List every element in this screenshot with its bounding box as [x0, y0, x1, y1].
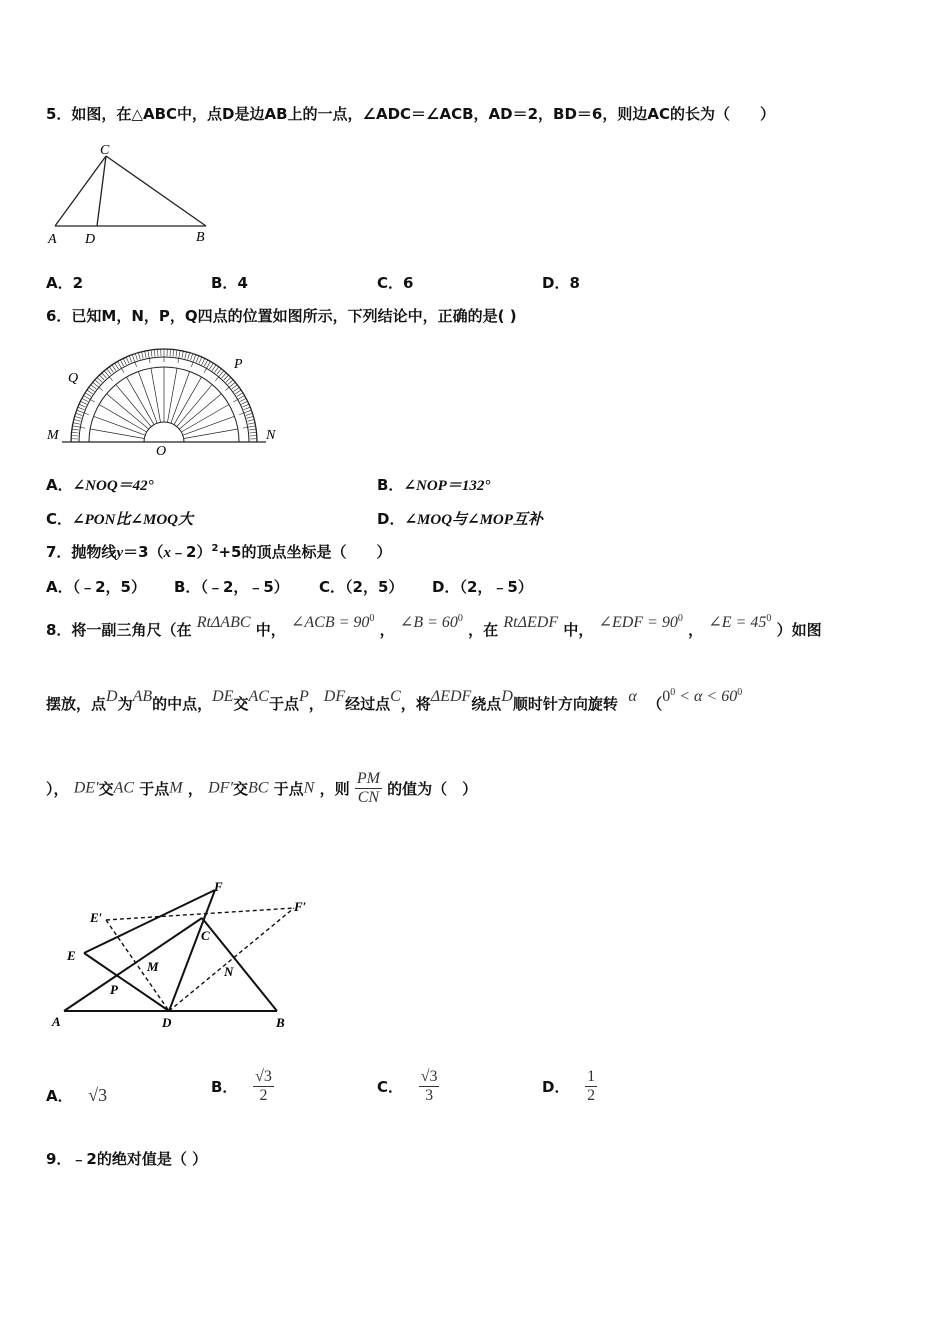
protractor-tick	[217, 369, 221, 375]
q5-option-d[interactable]: D．8	[542, 274, 580, 292]
protractor-ray	[171, 372, 190, 424]
protractor-tick	[115, 363, 119, 369]
protractor-tick	[74, 420, 81, 422]
protractor-tick	[176, 350, 177, 357]
protractor-tick	[228, 380, 233, 385]
q8-label-c: C	[201, 928, 210, 943]
protractor-tick	[243, 426, 256, 428]
protractor-tick	[191, 354, 193, 361]
q5-option-c[interactable]: C．6	[377, 274, 414, 292]
protractor-tick	[226, 377, 231, 382]
q7-option-a[interactable]: A．（﹣2，5）	[46, 578, 146, 596]
q5-label-b: B	[196, 230, 205, 245]
protractor-tick	[246, 413, 253, 415]
q5-option-a[interactable]: A．2	[46, 274, 84, 292]
q6-stem: 6．已知M，N，P，Q四点的位置如图所示，下列结论中，正确的是( )	[46, 307, 517, 325]
protractor-ray	[90, 429, 144, 439]
protractor-ray	[151, 368, 161, 422]
q8-label-m: M	[147, 959, 159, 974]
protractor-tick	[240, 398, 246, 401]
protractor-tick	[215, 367, 219, 373]
protractor-ray	[184, 429, 238, 439]
protractor-tick	[123, 358, 126, 364]
protractor-ray	[181, 405, 229, 433]
protractor-tick	[234, 387, 240, 391]
q8-option-b[interactable]: B． $\frac{√3}{2}$	[211, 1068, 272, 1104]
q5-stem: 5．如图，在△ABC中，点D是边AB上的一点，∠ADC＝∠ACB，AD＝2，BD＝6，则边AC的长为（ ）	[46, 105, 775, 123]
protractor-tick	[241, 401, 247, 404]
protractor-tick	[95, 380, 100, 385]
q6-protractor-figure	[44, 338, 284, 458]
protractor-tick	[82, 398, 88, 401]
protractor-tick	[185, 352, 187, 359]
q8-label-b: B	[276, 1015, 285, 1030]
q6-label-m: M	[47, 428, 59, 443]
q8-label-f1: F′	[294, 899, 307, 914]
q8-option-a[interactable]: A． √3	[46, 1085, 108, 1105]
q6-label-q: Q	[68, 371, 79, 386]
q6-option-b[interactable]: B．∠NOP＝132°	[377, 476, 491, 494]
protractor-tick	[85, 393, 91, 397]
protractor-tick	[243, 404, 249, 407]
protractor-tick	[248, 423, 255, 424]
protractor-tick	[89, 387, 95, 391]
protractor-tick	[87, 390, 93, 394]
protractor-tick	[107, 369, 111, 375]
protractor-tick	[99, 375, 104, 380]
protractor-tick	[173, 350, 174, 357]
q6-option-d[interactable]: D．∠MOQ与∠MOP互补	[377, 510, 543, 528]
protractor-tick	[178, 350, 180, 363]
protractor-tick	[224, 375, 229, 380]
protractor-tick	[222, 373, 227, 378]
q8-label-d: D	[162, 1015, 172, 1030]
protractor-tick	[202, 358, 205, 364]
protractor-tick	[72, 432, 79, 433]
q5-label-d: D	[85, 232, 96, 247]
protractor-tick	[188, 353, 190, 360]
q8-label-p: P	[110, 982, 118, 997]
protractor-tick	[204, 360, 207, 366]
protractor-tick	[151, 350, 152, 357]
protractor-tick	[75, 416, 82, 418]
protractor-ray	[138, 372, 157, 424]
protractor-tick	[120, 360, 123, 366]
q8-label-e: E	[67, 948, 76, 963]
protractor-tick	[91, 385, 97, 389]
protractor-tick	[78, 407, 84, 410]
q5-triangle-figure	[44, 140, 214, 248]
protractor-tick	[76, 413, 83, 415]
protractor-tick	[135, 354, 137, 361]
protractor-tick	[145, 351, 146, 358]
protractor-tick	[247, 420, 254, 422]
protractor-tick	[249, 429, 256, 430]
q8-stem-line2: 摆放，点D为AB的中点，DE交AC于点P，DF经过点C，将ΔEDF绕点D顺时针方向旋转 α （$0^0 < \alpha < 60^0$	[46, 687, 743, 713]
protractor-tick	[210, 363, 214, 369]
protractor-ray	[99, 405, 147, 433]
protractor-tick	[154, 350, 155, 357]
protractor-tick	[126, 357, 129, 363]
protractor-tick	[235, 390, 241, 394]
protractor-tick	[129, 356, 132, 362]
q6-label-n: N	[266, 428, 276, 443]
protractor-ray	[127, 377, 155, 425]
protractor-tick	[109, 367, 113, 373]
protractor-ray	[183, 416, 235, 435]
protractor-tick	[148, 350, 150, 363]
protractor-tick	[244, 407, 250, 410]
protractor-ray	[174, 377, 202, 425]
protractor-ray	[94, 416, 146, 435]
protractor-tick	[237, 393, 243, 397]
q6-label-p: P	[234, 357, 243, 372]
protractor-tick	[72, 426, 85, 428]
q6-label-o: O	[156, 444, 167, 458]
protractor-tick	[232, 385, 238, 389]
q8-fraction-pm-cn: $\frac{PM}{CN}$	[356, 770, 380, 806]
q5-label-a: A	[48, 232, 57, 247]
q7-option-d[interactable]: D．（2，﹣5）	[432, 578, 533, 596]
q7-stem: 7．抛物线y＝3（x﹣2）$^2$+5的顶点坐标是（ ）	[46, 543, 392, 561]
q8-label-f: F	[214, 879, 223, 894]
protractor-tick	[199, 357, 202, 363]
q6-option-a[interactable]: A．∠NOQ＝42°	[46, 476, 154, 494]
protractor-tick	[102, 373, 107, 378]
protractor-tick	[250, 432, 257, 433]
q5-label-c: C	[100, 143, 110, 158]
protractor-tick	[79, 404, 85, 407]
protractor-tick	[112, 365, 116, 371]
protractor-tick	[212, 365, 216, 371]
protractor-tick	[72, 429, 79, 430]
q8-label-a: A	[52, 1014, 61, 1029]
protractor-ray	[167, 368, 177, 422]
q5-option-b[interactable]: B．4	[211, 274, 248, 292]
q6-option-c[interactable]: C．∠PON比∠MOQ大	[46, 510, 193, 528]
q8-option-c[interactable]: C． $\frac{√3}{3}$	[377, 1068, 438, 1104]
protractor-tick	[142, 352, 144, 359]
q8-triangle-figure	[44, 878, 324, 1038]
protractor-tick	[97, 377, 102, 382]
protractor-tick	[182, 351, 183, 358]
protractor-tick	[73, 423, 80, 424]
q8-label-e1: E′	[90, 910, 103, 925]
q8-stem-line1: 8．将一副三角尺（在 RtΔABC 中， ∠ACB = $90^0$ ， ∠B = $60^0$ ，在 RtΔEDF 中， ∠EDF = $90^0$ ， ∠E = $45^0$ ）如图	[46, 613, 822, 639]
q8-stem-line3: ）， DE′交AC 于点M ， DF′交BC 于点N ，则 $\frac{PM}{CN}$ 的值为（ ）	[46, 770, 478, 806]
q7-option-c[interactable]: C．（2，5）	[319, 578, 404, 596]
protractor-tick	[80, 401, 86, 404]
protractor-tick	[196, 356, 199, 362]
protractor-tick	[247, 416, 254, 418]
q8-label-n: N	[224, 964, 234, 979]
q8-option-d[interactable]: D． $\frac{1}{2}$	[542, 1068, 596, 1104]
q9-stem: 9．﹣2的绝对值是（ ）	[46, 1150, 208, 1168]
q7-option-b[interactable]: B．（﹣2，﹣5）	[174, 578, 289, 596]
protractor-tick	[138, 353, 140, 360]
